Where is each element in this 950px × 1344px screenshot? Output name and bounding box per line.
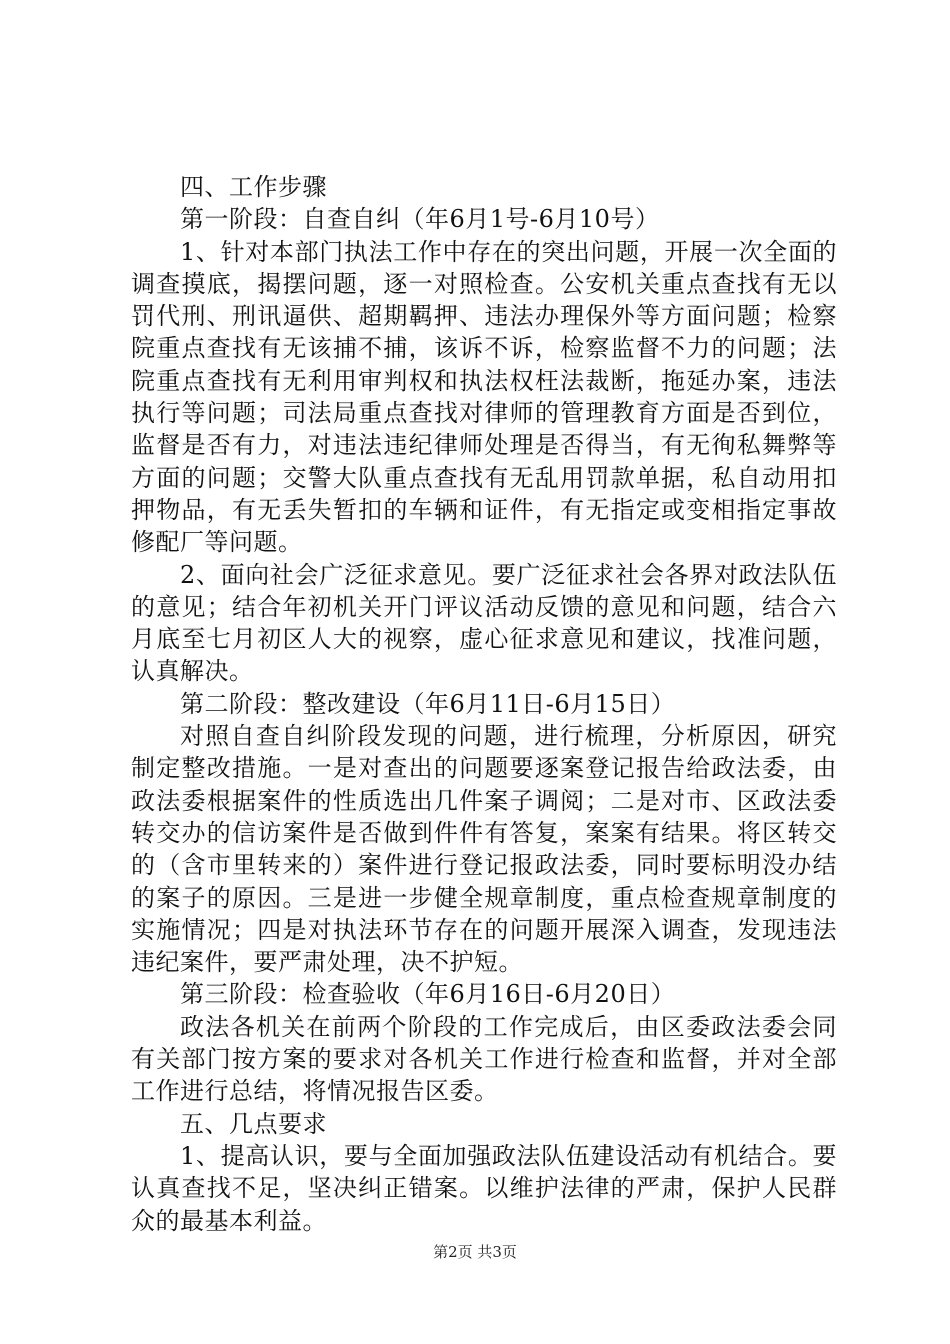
stage-three-body: 政法各机关在前两个阶段的工作完成后，由区委政法委会同有关部门按方案的要求对各机关工作进行检查和监督，并对全部工作进行总结，将情况报告区委。 — [131, 1012, 837, 1106]
section-heading-work-steps: 四、工作步骤 — [180, 173, 327, 201]
stage-two-body: 对照自查自纠阶段发现的问题，进行梳理，分析原因，研究制定整改措施。一是对查出的问题要逐案登记报告给政法委，由政法委根据案件的性质选出几件案子调阅；二是对市、区政法委转交办的信访案件是否做到件件有答复，案案有结果。将区转交的（含市里转来的）案件进行登记报政法委，同时要标明没办结的案子的原因。三是进一步健全规章制度，重点检查规章制度的实施情况；四是对执法环节存在的问题开展深入调查，发现违法违纪案件，要严肃处理，决不护短。 — [131, 722, 837, 977]
section-heading-requirements: 五、几点要求 — [180, 1109, 327, 1138]
document-body — [131, 171, 837, 1237]
stage-two-heading: 第二阶段：整改建设（年6月11日-6月15日） — [180, 689, 676, 718]
requirement-item-1: 1、提高认识，要与全面加强政法队伍建设活动有机结合。要认真查找不足，坚决纠正错案。以维护法律的严肃，保护人民群众的最基本利益。 — [131, 1141, 837, 1235]
stage-three-heading: 第三阶段：检查验收（年6月16日-6月20日） — [180, 980, 676, 1009]
stage-one-heading: 第一阶段：自查自纠（年6月1号-6月10号） — [180, 205, 660, 234]
stage-one-item-1: 1、针对本部门执法工作中存在的突出问题，开展一次全面的调查摸底，揭摆问题，逐一对照检查。公安机关重点查找有无以罚代刑、刑讯逼供、超期羁押、违法办理保外等方面问题；检察院重点查找有无该捕不捕，该诉不诉，检察监督不力的问题；法院重点查找有无利用审判权和执法权枉法裁断，拖延办案，违法执行等问题；司法局重点查找对律师的管理教育方面是否到位，监督是否有力，对违法违纪律师处理是否得当，有无徇私舞弊等方面的问题；交警大队重点查找有无乱用罚款单据，私自动用扣押物品，有无丢失暂扣的车辆和证件，有无指定或变相指定事故修配厂等问题。 — [131, 237, 837, 557]
page-number-footer: 第2页 共3页 — [433, 1243, 517, 1261]
stage-one-item-2: 2、面向社会广泛征求意见。要广泛征求社会各界对政法队伍的意见；结合年初机关开门评议活动反馈的意见和问题，结合六月底至七月初区人大的视察，虚心征求意见和建议，找准问题，认真解决。 — [131, 560, 837, 686]
